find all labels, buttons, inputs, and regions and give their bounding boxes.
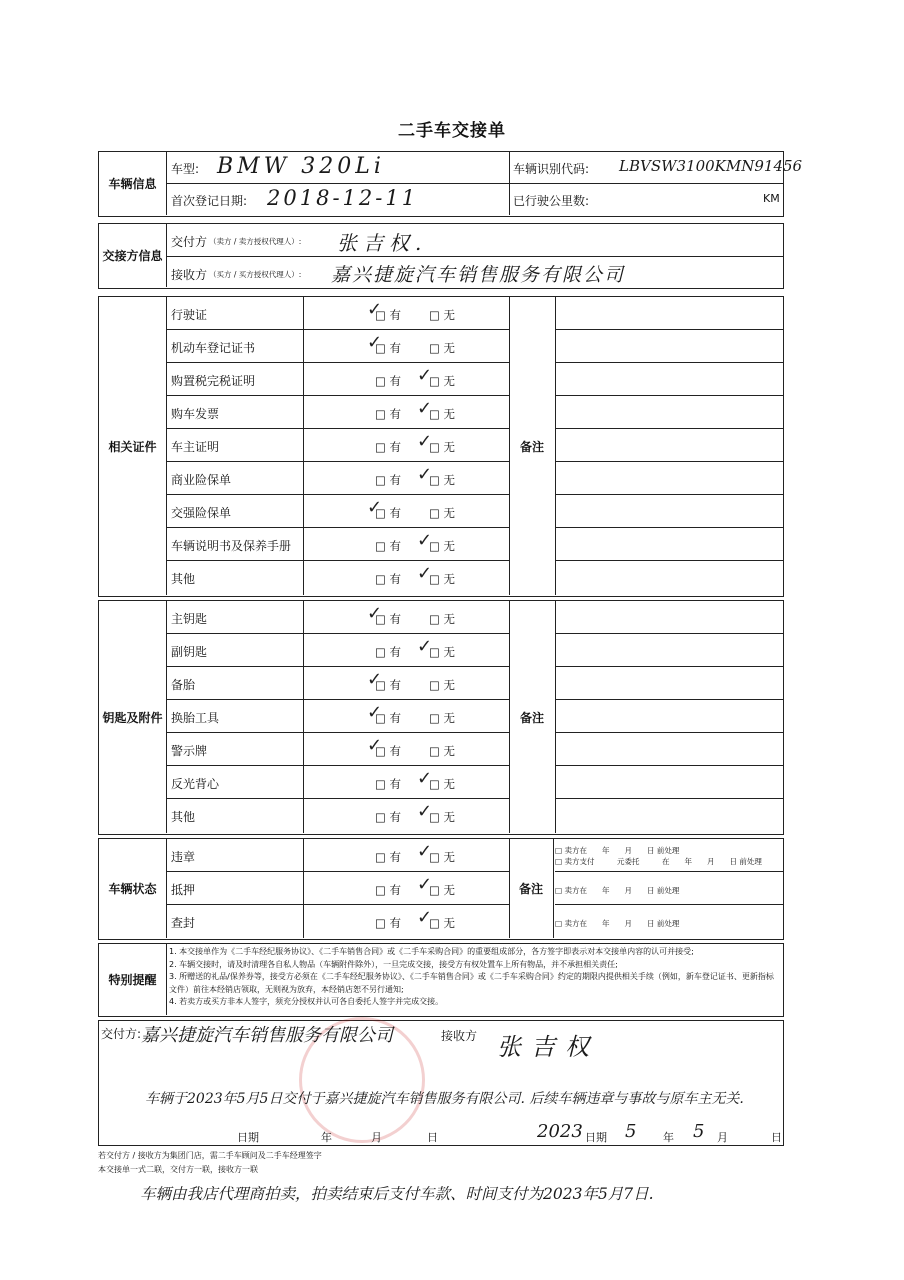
doc-yes-checkbox[interactable]: □ 有 — [375, 572, 402, 586]
doc-remark-row[interactable] — [555, 495, 783, 528]
doc-no-checkbox[interactable]: □ 无 — [429, 440, 456, 454]
doc-remark-row[interactable] — [555, 561, 783, 594]
check-mark-icon: ✓ — [417, 431, 433, 452]
date2-year-value[interactable]: 2023 — [537, 1121, 583, 1142]
key-item-label: 反光背心 — [171, 777, 220, 791]
check-mark-icon: ✓ — [367, 669, 383, 690]
date2-label: 日期 — [585, 1131, 607, 1144]
doc-yes-checkbox[interactable]: □ 有 — [375, 440, 402, 454]
docs-remark-label: 备注 — [519, 439, 544, 454]
doc-no-checkbox[interactable]: □ 无 — [429, 407, 456, 421]
date-month: 月 — [371, 1131, 382, 1144]
reg-date-label: 首次登记日期: — [171, 194, 248, 208]
date2-day-value[interactable]: 5 — [693, 1121, 705, 1142]
check-mark-icon: ✓ — [367, 332, 383, 353]
doc-no-checkbox[interactable]: □ 无 — [429, 506, 456, 520]
doc-item-label: 购车发票 — [171, 407, 220, 421]
model-label: 车型: — [171, 162, 200, 176]
notice-line: 3. 所赠送的礼品/保养券等，接受方必须在《二手车经纪服务协议》、《二手车销售合同》或《二手车采购合同》约定的期限内提供相关手续（例如，新车登记证书、更新指标文件）前往本经销店领取，无则视为放弃，本经销店恕不另行通知; — [169, 972, 774, 994]
status-item-label: 查封 — [171, 916, 196, 930]
doc-remark-row[interactable] — [555, 297, 783, 330]
key-row — [167, 667, 509, 700]
deliver-note: （卖方 / 卖方授权代理人）: — [209, 237, 302, 246]
check-mark-icon: ✓ — [367, 735, 383, 756]
notice-line: 2. 车辆交接时，请及时清理各自私人物品（车辆附件除外），一旦完成交接，接受方有权处置车上所有物品，并不承担相关责任; — [169, 959, 618, 969]
doc-remark-row[interactable] — [555, 363, 783, 396]
doc-yes-checkbox[interactable]: □ 有 — [375, 506, 402, 520]
key-item-label: 警示牌 — [171, 744, 208, 758]
receive-value[interactable]: 嘉兴捷旋汽车销售服务有限公司 — [331, 264, 626, 286]
key-remark-row[interactable] — [555, 733, 783, 766]
doc-no-checkbox[interactable]: □ 无 — [429, 308, 456, 322]
mileage-unit: KM — [763, 192, 780, 205]
check-mark-icon: ✓ — [367, 299, 383, 320]
key-remark-row[interactable] — [555, 766, 783, 799]
key-remark-row[interactable] — [555, 700, 783, 733]
receive-sign-label: 接收方 — [441, 1029, 478, 1043]
check-mark-icon: ✓ — [417, 801, 433, 822]
doc-item-label: 车主证明 — [171, 440, 220, 454]
status-yes-checkbox[interactable]: □ 有 — [375, 916, 402, 930]
vin-value[interactable]: LBVSW3100KMN91456 — [619, 157, 803, 175]
key-no-checkbox[interactable]: □ 无 — [429, 744, 456, 758]
check-mark-icon: ✓ — [367, 603, 383, 624]
key-remark-row[interactable] — [555, 667, 783, 700]
doc-no-checkbox[interactable]: □ 无 — [429, 539, 456, 553]
receive-note: （买方 / 买方授权代理人）: — [209, 270, 302, 279]
parties-section — [98, 223, 784, 289]
deliver-signature[interactable]: 嘉兴捷旋汽车销售服务有限公司 — [141, 1025, 393, 1046]
key-item-label: 换胎工具 — [171, 711, 220, 725]
parties-heading: 交接方信息 — [99, 224, 167, 287]
model-value[interactable]: BMW 320Li — [217, 154, 385, 179]
vehicle-info-section — [98, 151, 803, 217]
doc-item-label: 交强险保单 — [171, 506, 232, 520]
doc-item-label: 机动车登记证书 — [171, 341, 256, 355]
key-item-label: 备胎 — [171, 678, 196, 692]
key-yes-checkbox[interactable]: □ 有 — [375, 612, 402, 626]
docs-heading: 相关证件 — [99, 297, 167, 595]
check-mark-icon: ✓ — [417, 398, 433, 419]
key-no-checkbox[interactable]: □ 无 — [429, 711, 456, 725]
handwritten-note[interactable]: 车辆于2023年5月5日交付于嘉兴捷旋汽车销售服务有限公司. 后续车辆违章与事故与原车主无关. — [145, 1091, 744, 1107]
key-no-checkbox[interactable]: □ 无 — [429, 612, 456, 626]
doc-remark-row[interactable] — [555, 462, 783, 495]
key-row — [167, 799, 509, 832]
notice-line: 1. 本交接单作为《二手车经纪服务协议》、《二手车销售合同》或《二手车采购合同》的重要组成部分，各方签字即表示对本交接单内容的认可并接受; — [169, 947, 694, 956]
status-row — [167, 839, 509, 872]
receive-signature[interactable]: 张吉权 — [497, 1033, 599, 1061]
key-row — [167, 634, 509, 667]
status-heading: 车辆状态 — [99, 839, 167, 938]
deliver-value[interactable]: 张吉权. — [337, 231, 428, 255]
check-mark-icon: ✓ — [367, 497, 383, 518]
doc-yes-checkbox[interactable]: □ 有 — [375, 308, 402, 322]
key-row — [167, 733, 509, 766]
check-mark-icon: ✓ — [417, 636, 433, 657]
doc-no-checkbox[interactable]: □ 无 — [429, 341, 456, 355]
check-mark-icon: ✓ — [417, 841, 433, 862]
check-mark-icon: ✓ — [367, 702, 383, 723]
key-no-checkbox[interactable]: □ 无 — [429, 678, 456, 692]
doc-yes-checkbox[interactable]: □ 有 — [375, 374, 402, 388]
date-year: 年 — [321, 1131, 332, 1144]
status-remark-label: 备注 — [518, 882, 543, 896]
doc-remark-row[interactable] — [555, 330, 783, 363]
key-remark-row[interactable] — [555, 634, 783, 667]
date2-month-value[interactable]: 5 — [625, 1121, 637, 1142]
key-yes-checkbox[interactable]: □ 有 — [375, 810, 402, 824]
doc-remark-row[interactable] — [555, 528, 783, 561]
deliver-label: 交付方 — [171, 235, 208, 249]
doc-item-label: 行驶证 — [171, 308, 208, 322]
signature-section — [98, 1020, 784, 1146]
key-yes-checkbox[interactable]: □ 有 — [375, 711, 402, 725]
key-yes-checkbox[interactable]: □ 有 — [375, 744, 402, 758]
key-remark-row[interactable] — [555, 799, 783, 832]
status-item-label: 抵押 — [171, 883, 196, 897]
key-item-label: 其他 — [171, 810, 196, 824]
doc-no-checkbox[interactable]: □ 无 — [429, 473, 456, 487]
keys-remark-label: 备注 — [519, 710, 544, 725]
key-no-checkbox[interactable]: □ 无 — [429, 810, 456, 824]
notice-line: 4. 若卖方或买方非本人签字，须充分授权并认可各自委托人签字并完成交接。 — [169, 997, 444, 1006]
doc-item-label: 购置税完税证明 — [171, 374, 256, 388]
mileage-label: 已行驶公里数: — [513, 194, 590, 208]
doc-yes-checkbox[interactable]: □ 有 — [375, 341, 402, 355]
check-mark-icon: ✓ — [417, 563, 433, 584]
status-yes-checkbox[interactable]: □ 有 — [375, 883, 402, 897]
check-mark-icon: ✓ — [417, 907, 433, 928]
doc-yes-checkbox[interactable]: □ 有 — [375, 473, 402, 487]
doc-yes-checkbox[interactable]: □ 有 — [375, 407, 402, 421]
status-no-checkbox[interactable]: □ 无 — [429, 916, 456, 930]
status-remark-line: □ 卖方在 年 月 日 前处理 — [555, 886, 680, 895]
footer-line: 若交付方 / 接收方为集团门店，需二手车顾问及二手车经理签字 — [98, 1151, 322, 1160]
footer-line: 本交接单一式二联，交付方一联，接收方一联 — [98, 1165, 258, 1174]
keys-section — [98, 600, 784, 835]
vin-label: 车辆识别代码: — [513, 162, 590, 176]
status-item-label: 违章 — [171, 850, 196, 864]
vehicle-info-heading: 车辆信息 — [99, 152, 167, 215]
key-yes-checkbox[interactable]: □ 有 — [375, 645, 402, 659]
notice-heading: 特别提醒 — [99, 944, 167, 1015]
doc-item-label: 其他 — [171, 572, 196, 586]
page-title: 二手车交接单 — [398, 121, 506, 141]
key-yes-checkbox[interactable]: □ 有 — [375, 777, 402, 791]
key-remark-row[interactable] — [555, 601, 783, 634]
receive-label: 接收方 — [171, 268, 208, 282]
key-yes-checkbox[interactable]: □ 有 — [375, 678, 402, 692]
date-label: 日期 — [237, 1131, 259, 1144]
doc-remark-row[interactable] — [555, 396, 783, 429]
docs-section — [98, 296, 784, 597]
doc-no-checkbox[interactable]: □ 无 — [429, 374, 456, 388]
doc-item-label: 车辆说明书及保养手册 — [171, 539, 292, 553]
status-no-checkbox[interactable]: □ 无 — [429, 850, 456, 864]
check-mark-icon: ✓ — [417, 365, 433, 386]
doc-no-checkbox[interactable]: □ 无 — [429, 572, 456, 586]
keys-heading: 钥匙及附件 — [99, 601, 167, 833]
doc-remark-row[interactable] — [555, 429, 783, 462]
check-mark-icon: ✓ — [417, 530, 433, 551]
key-item-label: 副钥匙 — [171, 645, 208, 659]
status-remark-line: □ 卖方在 年 月 日 前处理 — [555, 919, 680, 928]
deliver-sign-label: 交付方: — [101, 1027, 142, 1041]
doc-row — [167, 561, 509, 594]
key-row — [167, 601, 509, 634]
doc-row — [167, 297, 509, 330]
date2-month: 月 — [717, 1131, 728, 1144]
status-yes-checkbox[interactable]: □ 有 — [375, 850, 402, 864]
key-item-label: 主钥匙 — [171, 612, 208, 626]
status-remark-line: □ 卖方支付 元委托 在 年 月 日 前处理 — [555, 857, 762, 866]
status-no-checkbox[interactable]: □ 无 — [429, 883, 456, 897]
check-mark-icon: ✓ — [417, 464, 433, 485]
date2-year: 年 — [663, 1131, 674, 1144]
footer-handwritten-note[interactable]: 车辆由我店代理商拍卖，拍卖结束后支付车款、时间支付为2023年5月7日. — [140, 1185, 654, 1203]
doc-yes-checkbox[interactable]: □ 有 — [375, 539, 402, 553]
notice-section — [98, 943, 784, 1017]
status-remark-line: □ 卖方在 年 月 日 前处理 — [555, 846, 680, 855]
key-no-checkbox[interactable]: □ 无 — [429, 777, 456, 791]
key-no-checkbox[interactable]: □ 无 — [429, 645, 456, 659]
status-section — [98, 838, 784, 940]
doc-item-label: 商业险保单 — [171, 473, 232, 487]
check-mark-icon: ✓ — [417, 768, 433, 789]
status-row — [167, 905, 509, 938]
check-mark-icon: ✓ — [417, 874, 433, 895]
status-row — [167, 872, 509, 905]
reg-date-value[interactable]: 2018-12-11 — [267, 186, 419, 210]
date-day: 日 — [427, 1131, 438, 1144]
date2-day: 日 — [771, 1131, 782, 1144]
